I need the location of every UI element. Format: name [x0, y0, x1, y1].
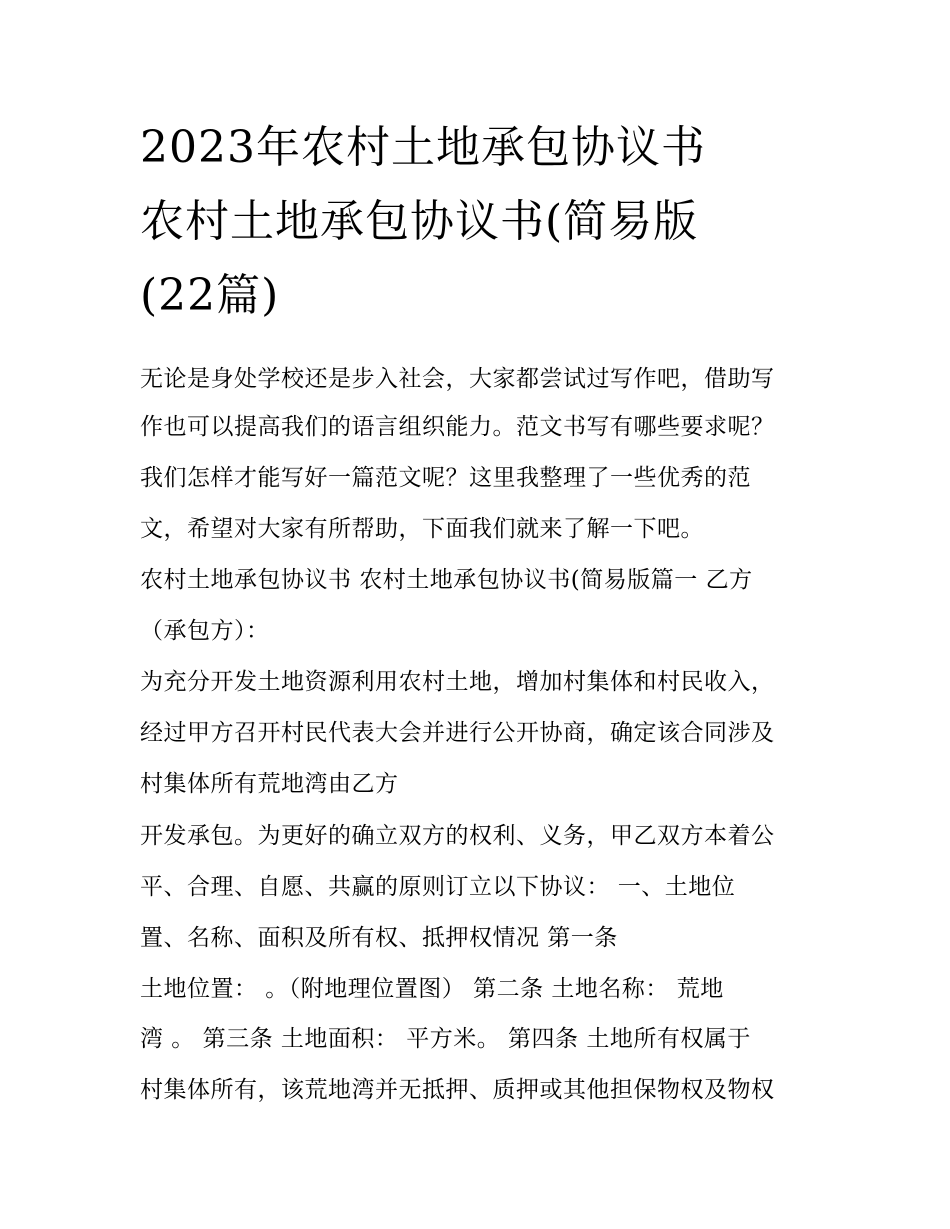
- document-title-line-1: 2023年农村土地承包协议书: [140, 122, 706, 173]
- body-line-12: 置、名称、面积及所有权、抵押权情况 第一条: [140, 925, 618, 951]
- body-line-7: 为充分开发土地资源利用农村土地，增加村集体和村民收入，: [140, 669, 775, 695]
- body-line-8: 经过甲方召开村民代表大会并进行公开协商，确定该合同涉及: [140, 720, 775, 746]
- body-line-1: 无论是身处学校还是步入社会，大家都尝试过写作吧，借助写: [140, 366, 775, 392]
- body-line-2: 作也可以提高我们的语言组织能力。范文书写有哪些要求呢？: [140, 414, 775, 440]
- document-title-line-3: (22篇): [140, 270, 280, 321]
- body-line-9: 村集体所有荒地湾由乙方: [140, 771, 399, 797]
- body-line-3: 我们怎样才能写好一篇范文呢？这里我整理了一些优秀的范: [140, 465, 751, 491]
- body-line-13: 土地位置： 。（附地理位置图） 第二条 土地名称： 荒地: [140, 976, 724, 1002]
- body-line-4: 文，希望对大家有所帮助，下面我们就来了解一下吧。: [140, 516, 704, 542]
- body-line-6: （承包方）：: [140, 618, 270, 644]
- body-line-14: 湾 。 第三条 土地面积： 平方米。 第四条 土地所有权属于: [140, 1026, 751, 1052]
- body-line-5: 农村土地承包协议书 农村土地承包协议书(简易版篇一 乙方: [140, 567, 753, 593]
- body-line-11: 平、合理、自愿、共赢的原则订立以下协议： 一、土地位: [140, 874, 736, 900]
- document-title-line-2: 农村土地承包协议书(简易版: [140, 196, 699, 247]
- body-line-10: 开发承包。为更好的确立双方的权利、义务，甲乙双方本着公: [140, 823, 775, 849]
- body-line-15: 村集体所有，该荒地湾并无抵押、质押或其他担保物权及物权: [140, 1077, 775, 1103]
